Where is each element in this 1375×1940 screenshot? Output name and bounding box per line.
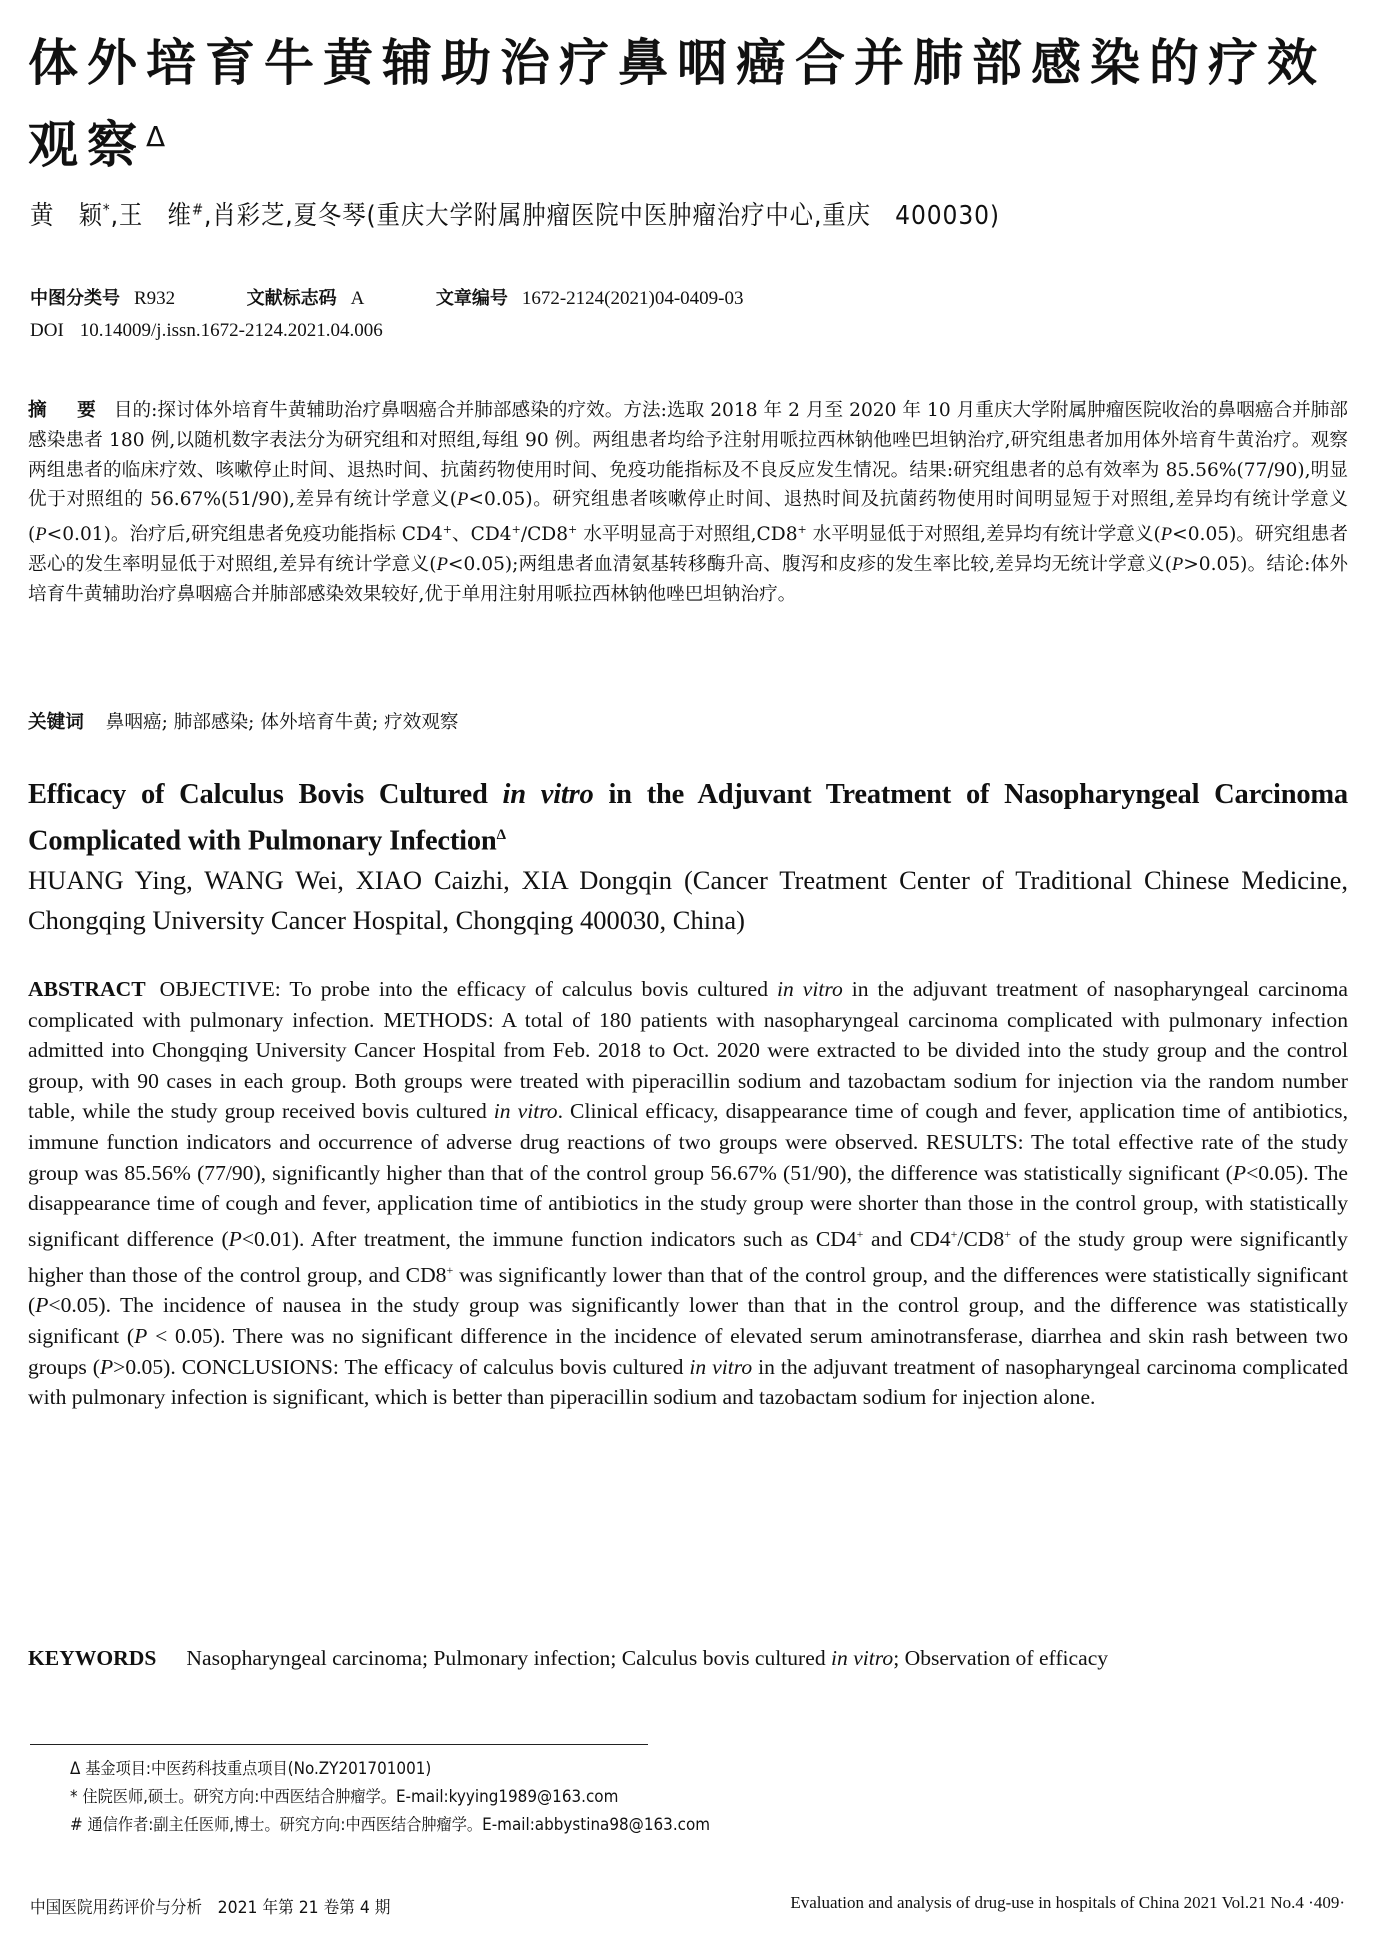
abstract-cn-text: /CD8 [520,524,569,546]
abstract-en [28,974,1348,1413]
p-symbol: P [35,524,47,546]
abstract-en-text: < 0.05). There was no significant difference in the incidence of elevated serum aminotransferase, diarrhea and skin rash between two groups ( [28,1323,1348,1379]
superscript-plus: + [856,1226,864,1241]
abstract-en-text: was significantly lower than that of the control group, and the differences were statistically significant ( [28,1262,1348,1318]
p-symbol: P [228,1226,242,1251]
clc-value: R932 [134,288,176,309]
p-symbol: P [1160,524,1173,546]
keywords-en-text: ; Observation of efficacy [893,1646,1109,1670]
article-no-label: 文章编号 [435,288,508,309]
abstract-en-text: /CD8 [957,1226,1005,1251]
article-meta [30,284,744,310]
keyword: 疗效观察 [384,712,459,733]
superscript-plus: + [797,523,807,537]
title-en-text: Efficacy of Calculus Bovis Cultured [28,779,503,810]
author-1-mark: * [102,200,111,219]
funding-mark: Δ [146,120,166,153]
in-vitro-italic: in vitro [493,1099,558,1124]
journal-footer-en: Evaluation and analysis of drug-use in hospitals of China 2021 Vol.21 No.4 ·409· [790,1893,1345,1912]
other-authors: 肖彩芝,夏冬琴 [212,201,367,231]
keyword: 体外培育牛黄 [260,712,372,733]
keywords-en-heading: KEYWORDS [28,1646,157,1670]
keyword: 鼻咽癌 [105,712,162,733]
author-2: 王 维 [118,201,192,231]
keyword: 肺部感染 [173,712,249,733]
clc-label: 中图分类号 [30,288,120,309]
funding-mark-en: Δ [496,827,506,843]
abstract-en-text: <0.01). After treatment, the immune function indicators such as CD4 [241,1226,857,1251]
abstract-en-text: OBJECTIVE: To probe into the efficacy of calculus bovis cultured [159,977,778,1001]
abstract-cn-text: <0.05)。研究组患者恶心的发生率明显低于对照组,差异有统计学意义( [28,524,1348,576]
abstract-cn-text: 目的:探讨体外培育牛黄辅助治疗鼻咽癌合并肺部感染的疗效。方法:选取 2018 年 2 月至 2020 年 10 月重庆大学附属肿瘤医院收治的鼻咽癌合并肺部感染患者 180 例,以随机数字表法分为研究组和对照组,每组 90 例。两组患者均给予注射用哌拉西林钠他唑巴坦钠治疗,研究组患者加用体外培育牛黄治疗。观察两组患者的临床疗效、咳嗽停止时间、退热时间、抗菌药物使用时间、免疫功能指标及不良反应发生情况。结果:研究组患者的总有效率为 85.56%(77/90),明显优于对照组的 56.67%(51/90),差异有统计学意义( [28,400,1348,511]
doi-row [30,320,383,342]
abstract-en-text: of the study group were significantly higher than those of the control group, and CD8 [28,1226,1348,1287]
abstract-cn-text: <0.05);两组患者血清氨基转移酶升高、腹泻和皮疹的发生率比较,差异均无统计学意义( [447,554,1172,576]
abstract-cn-heading: 摘 要 [28,400,108,421]
p-symbol: P [99,1354,114,1379]
article-title-en [28,775,1348,862]
doc-code-value: A [350,288,365,309]
footnote-first-author: * 住院医师,硕士。研究方向:中西医结合肿瘤学。E-mail:kyying1989@163.com [70,1787,619,1806]
footnotes [70,1755,710,1839]
doi-label: DOI [30,320,64,341]
abstract-en-text: . Clinical efficacy, disappearance time of cough and fever, application time of antibiotics, immune function indicators and occurrence of adverse drug reactions of two groups were observed. RESULTS: The total effective rate of the study group was 85.56% (77/90), significantly higher than that of the control group 56.67% (51/90), the difference was statistically significant ( [28,1099,1348,1185]
affiliation-cn: (重庆大学附属肿瘤医院中医肿瘤治疗中心,重庆 400030) [366,201,1000,231]
abstract-cn-text: 水平明显低于对照组,差异均有统计学意义( [806,524,1161,546]
article-no-value: 1672-2124(2021)04-0409-03 [521,288,744,309]
p-symbol: P [35,1293,49,1318]
abstract-en-text: in the adjuvant treatment of nasopharyngeal carcinoma complicated with pulmonary infection is significant, which is better than piperacillin sodium and tazobactam sodium for injection alone. [28,1354,1348,1410]
abstract-cn [28,396,1348,610]
abstract-en-text: in the adjuvant treatment of nasopharyngeal carcinoma complicated with pulmonary infection. METHODS: A total of 180 patients with nasopharyngeal carcinoma complicated with pulmonary infection admitted into Chongqing University Cancer Hospital from Feb. 2018 to Oct. 2020 were extracted to be divided into the study group and the control group, with 90 cases in each group. Both groups were treated with piperacillin sodium and tazobactam sodium for injection via the random number table, while the study group received bovis cultured [28,977,1348,1124]
footnote-divider [30,1744,648,1745]
abstract-en-heading: ABSTRACT [28,977,146,1001]
keywords-en-text: Nasopharyngeal carcinoma; Pulmonary infection; Calculus bovis cultured [186,1646,832,1670]
keywords-en [28,1643,1348,1674]
footnote-fund: Δ 基金项目:中医药科技重点项目(No.ZY201701001) [70,1759,432,1778]
in-vitro-italic: in vitro [777,977,843,1001]
journal-footer-cn: 中国医院用药评价与分析 2021 年第 21 卷第 4 期 [30,1898,391,1918]
abstract-en-text: <0.05). The incidence of nausea in the study group was significantly lower than that in the control group, and the difference was statistically significant ( [28,1293,1348,1348]
doc-code-label: 文献标志码 [246,288,337,309]
article-title-cn [28,22,1358,186]
superscript-plus: + [568,523,578,537]
abstract-cn-text: 水平明显高于对照组,CD8 [577,524,798,546]
keywords-cn-heading: 关键词 [28,712,84,733]
author-1: 黄 颖 [30,201,103,231]
abstract-cn-text: 、CD4 [452,524,512,546]
abstract-cn-text: >0.05)。结论:体外培育牛黄辅助治疗鼻咽癌合并肺部感染效果较好,优于单用注射用哌拉西林钠他唑巴坦钠治疗。 [28,554,1348,605]
p-symbol: P [436,554,448,576]
p-symbol: P [457,489,469,511]
superscript-plus: + [442,523,452,537]
keywords-cn: 关键词 鼻咽癌; 肺部感染; 体外培育牛黄; 疗效观察 [28,712,459,733]
superscript-plus: + [1004,1226,1011,1241]
p-symbol: P [1232,1160,1247,1185]
superscript-plus: + [950,1226,958,1241]
doi-value[interactable]: 10.14009/j.issn.1672-2124.2021.04.006 [79,320,383,341]
superscript-plus: + [511,523,521,537]
footnote-corresponding: # 通信作者:副主任医师,博士。研究方向:中西医结合肿瘤学。E-mail:abbystina98@163.com [70,1815,711,1834]
in-vitro-italic: in vitro [689,1354,753,1379]
authors-en: HUANG Ying, WANG Wei, XIAO Caizhi, XIA Dongqin (Cancer Treatment Center of Traditional Chinese Medicine, Chongqing University Cancer Hospital, Chongqing 400030, China) [28,865,1348,935]
abstract-en-text: and CD4 [863,1226,951,1251]
authors-cn: 黄 颖*,王 维#,肖彩芝,夏冬琴(重庆大学附属肿瘤医院中医肿瘤治疗中心,重庆 400030) [30,200,1000,231]
abstract-en-text: <0.05). The disappearance time of cough and fever, application time of antibiotics in the study group were shorter than those in the control group, with statistically significant difference ( [28,1160,1348,1251]
author-2-mark: # [191,200,205,219]
title-en-italic: in vitro [502,779,594,810]
p-symbol: P [134,1323,148,1348]
abstract-cn-text: <0.01)。治疗后,研究组患者免疫功能指标 CD4 [46,524,443,546]
title-cn-text: 体外培育牛黄辅助治疗鼻咽癌合并肺部感染的疗效观察 [28,34,1326,174]
in-vitro-italic: in vitro [831,1646,894,1670]
title-en-text: in the Adjuvant Treatment of Nasopharyngeal Carcinoma Complicated with Pulmonary Infection [28,779,1348,857]
superscript-plus: + [446,1262,454,1277]
p-symbol: P [1171,554,1184,576]
abstract-en-text: >0.05). CONCLUSIONS: The efficacy of calculus bovis cultured [113,1354,690,1379]
abstract-cn-text: <0.05)。研究组患者咳嗽停止时间、退热时间及抗菌药物使用时间明显短于对照组,差异均有统计学意义( [28,489,1348,546]
